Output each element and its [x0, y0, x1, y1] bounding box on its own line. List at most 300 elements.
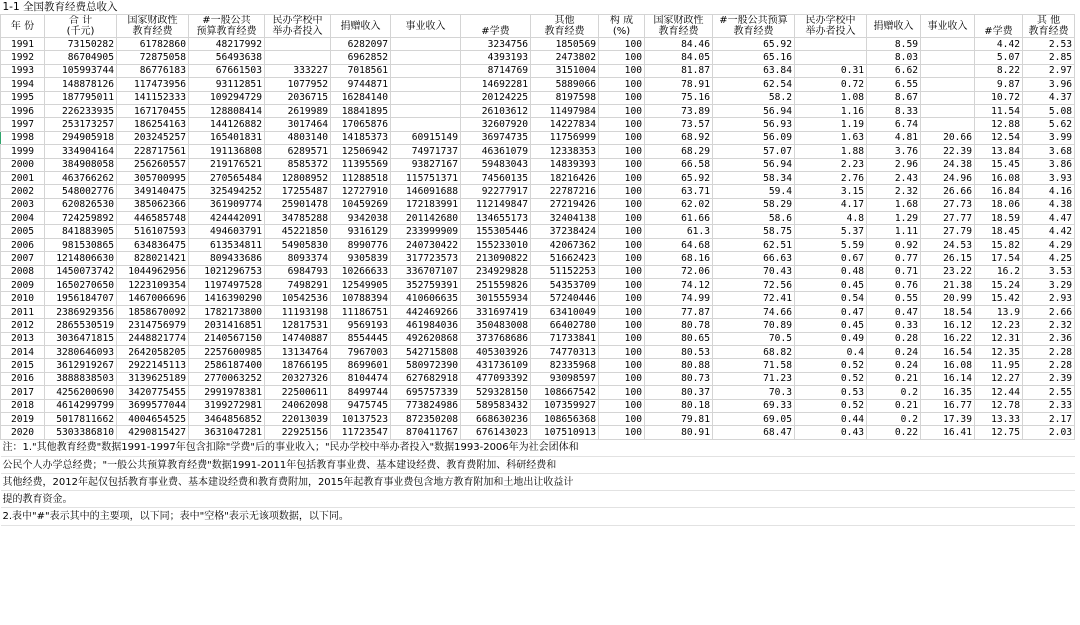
table-cell[interactable]: 16.08 — [921, 359, 975, 372]
table-cell[interactable]: 12.88 — [975, 118, 1023, 131]
table-cell[interactable]: 461984036 — [391, 319, 461, 332]
table-cell[interactable]: 384908058 — [45, 158, 117, 171]
table-cell[interactable]: 3.86 — [1023, 158, 1075, 171]
table-cell[interactable]: 100 — [599, 171, 645, 184]
table-cell[interactable]: 8197598 — [531, 91, 599, 104]
table-cell[interactable]: 7018561 — [331, 64, 391, 77]
table-cell[interactable]: 58.34 — [713, 171, 795, 184]
table-cell[interactable]: 828021421 — [117, 252, 189, 265]
table-cell[interactable]: 64.68 — [645, 238, 713, 251]
table-cell[interactable]: 32607920 — [461, 118, 531, 131]
table-cell[interactable]: 2.32 — [1023, 319, 1075, 332]
year-cell[interactable]: 2017 — [1, 386, 45, 399]
table-cell[interactable]: 66.58 — [645, 158, 713, 171]
table-cell[interactable]: 22500611 — [265, 386, 331, 399]
table-cell[interactable]: 22925156 — [265, 426, 331, 439]
table-cell[interactable]: 65.92 — [713, 38, 795, 51]
table-cell[interactable]: 3.53 — [1023, 265, 1075, 278]
table-cell[interactable]: 36974735 — [461, 131, 531, 144]
table-cell[interactable]: 2.39 — [1023, 372, 1075, 385]
table-cell[interactable]: 4.37 — [1023, 91, 1075, 104]
header-pct-tuition[interactable]: #学费 — [975, 15, 1023, 38]
table-cell[interactable]: 100 — [599, 332, 645, 345]
table-cell[interactable]: 14185373 — [331, 131, 391, 144]
table-cell[interactable]: 108667542 — [531, 386, 599, 399]
header-pct-business[interactable]: 事业收入 — [921, 15, 975, 38]
table-cell[interactable]: 27.79 — [921, 225, 975, 238]
table-cell[interactable]: 16.14 — [921, 372, 975, 385]
table-cell[interactable]: 51662423 — [531, 252, 599, 265]
table-cell[interactable]: 15.45 — [975, 158, 1023, 171]
table-cell[interactable]: 0.28 — [867, 332, 921, 345]
table-cell[interactable]: 3.68 — [1023, 145, 1075, 158]
table-cell[interactable]: 2922145113 — [117, 359, 189, 372]
table-cell[interactable]: 71733841 — [531, 332, 599, 345]
table-cell[interactable]: 0.24 — [867, 345, 921, 358]
table-cell[interactable]: 6.62 — [867, 64, 921, 77]
table-cell[interactable]: 8.59 — [867, 38, 921, 51]
header-private-school[interactable]: 民办学校中 举办者投入 — [265, 15, 331, 38]
year-cell[interactable]: 1999 — [1, 145, 45, 158]
table-cell[interactable] — [391, 118, 461, 131]
table-cell[interactable]: 57240446 — [531, 292, 599, 305]
table-cell[interactable]: 45221850 — [265, 225, 331, 238]
table-cell[interactable]: 613534811 — [189, 238, 265, 251]
year-cell[interactable]: 2005 — [1, 225, 45, 238]
table-cell[interactable]: 0.67 — [795, 252, 867, 265]
table-cell[interactable]: 8.67 — [867, 91, 921, 104]
year-cell[interactable]: 2019 — [1, 412, 45, 425]
year-cell[interactable]: 1992 — [1, 51, 45, 64]
table-cell[interactable]: 15.42 — [975, 292, 1023, 305]
note-text[interactable]: 其他经费，2012年起仅包括教育事业费、基本建设经费和教育费附加，2015年起教育事业费包含地方教育附加和土地出让收益计 — [1, 474, 1075, 491]
year-cell[interactable]: 2014 — [1, 345, 45, 358]
table-cell[interactable]: 405303926 — [461, 345, 531, 358]
table-cell[interactable]: 17255487 — [265, 185, 331, 198]
table-cell[interactable] — [391, 91, 461, 104]
table-cell[interactable]: 18.06 — [975, 198, 1023, 211]
table-cell[interactable]: 93827167 — [391, 158, 461, 171]
table-cell[interactable]: 17065876 — [331, 118, 391, 131]
table-cell[interactable]: 12549905 — [331, 279, 391, 292]
table-cell[interactable]: 61782860 — [117, 38, 189, 51]
table-cell[interactable]: 2.23 — [795, 158, 867, 171]
table-cell[interactable]: 2314756979 — [117, 319, 189, 332]
table-cell[interactable]: 2.28 — [1023, 345, 1075, 358]
table-cell[interactable]: 74560135 — [461, 171, 531, 184]
table-cell[interactable]: 72.56 — [713, 279, 795, 292]
table-cell[interactable]: 62.54 — [713, 78, 795, 91]
table-cell[interactable]: 16.54 — [921, 345, 975, 358]
table-cell[interactable]: 17.39 — [921, 412, 975, 425]
table-cell[interactable]: 12.54 — [975, 131, 1023, 144]
table-cell[interactable]: 22787216 — [531, 185, 599, 198]
table-cell[interactable]: 16284140 — [331, 91, 391, 104]
table-cell[interactable]: 492620868 — [391, 332, 461, 345]
year-cell[interactable]: 2012 — [1, 319, 45, 332]
table-cell[interactable]: 4256200690 — [45, 386, 117, 399]
year-cell[interactable]: 2003 — [1, 198, 45, 211]
table-cell[interactable]: 69.33 — [713, 399, 795, 412]
table-cell[interactable]: 100 — [599, 386, 645, 399]
table-cell[interactable]: 74.66 — [713, 305, 795, 318]
header-public-budget[interactable]: #一般公共 预算教育经费 — [189, 15, 265, 38]
table-cell[interactable]: 100 — [599, 51, 645, 64]
table-cell[interactable]: 3.29 — [1023, 279, 1075, 292]
table-cell[interactable]: 21.38 — [921, 279, 975, 292]
table-cell[interactable]: 18.54 — [921, 305, 975, 318]
year-cell[interactable]: 2001 — [1, 171, 45, 184]
table-cell[interactable]: 256260557 — [117, 158, 189, 171]
table-cell[interactable]: 12338353 — [531, 145, 599, 158]
table-cell[interactable] — [921, 78, 975, 91]
table-cell[interactable]: 63.71 — [645, 185, 713, 198]
table-cell[interactable]: 0.33 — [867, 319, 921, 332]
table-cell[interactable]: 11395569 — [331, 158, 391, 171]
table-cell[interactable]: 11.54 — [975, 104, 1023, 117]
table-cell[interactable]: 186254163 — [117, 118, 189, 131]
table-cell[interactable]: 58.75 — [713, 225, 795, 238]
table-cell[interactable]: 2.43 — [867, 171, 921, 184]
table-cell[interactable]: 155305446 — [461, 225, 531, 238]
table-cell[interactable] — [265, 38, 331, 51]
table-cell[interactable]: 18.45 — [975, 225, 1023, 238]
table-cell[interactable]: 676143023 — [461, 426, 531, 439]
table-cell[interactable]: 4004654525 — [117, 412, 189, 425]
header-donation[interactable]: 捐赠收入 — [331, 15, 391, 38]
table-cell[interactable]: 68.82 — [713, 345, 795, 358]
table-cell[interactable]: 548002776 — [45, 185, 117, 198]
table-cell[interactable]: 219176521 — [189, 158, 265, 171]
table-cell[interactable]: 100 — [599, 292, 645, 305]
table-cell[interactable]: 7498291 — [265, 279, 331, 292]
table-cell[interactable]: 191136808 — [189, 145, 265, 158]
table-cell[interactable]: 1021296753 — [189, 265, 265, 278]
table-cell[interactable]: 71.58 — [713, 359, 795, 372]
table-cell[interactable] — [391, 64, 461, 77]
table-cell[interactable]: 3280646093 — [45, 345, 117, 358]
table-cell[interactable]: 352759391 — [391, 279, 461, 292]
table-cell[interactable]: 4.17 — [795, 198, 867, 211]
table-cell[interactable] — [921, 118, 975, 131]
table-cell[interactable]: 1.29 — [867, 212, 921, 225]
table-cell[interactable]: 0.52 — [795, 399, 867, 412]
table-cell[interactable]: 240730422 — [391, 238, 461, 251]
table-cell[interactable]: 146091688 — [391, 185, 461, 198]
table-cell[interactable]: 4803140 — [265, 131, 331, 144]
year-cell[interactable]: 2007 — [1, 252, 45, 265]
table-cell[interactable]: 724259892 — [45, 212, 117, 225]
table-cell[interactable]: 134655173 — [461, 212, 531, 225]
table-cell[interactable] — [391, 51, 461, 64]
header-tuition[interactable]: #学费 — [461, 15, 531, 38]
table-cell[interactable]: 8093374 — [265, 252, 331, 265]
table-cell[interactable]: 80.18 — [645, 399, 713, 412]
table-cell[interactable]: 68.92 — [645, 131, 713, 144]
table-cell[interactable]: 4.25 — [1023, 252, 1075, 265]
header-pct-public-budget[interactable]: #一般公共预算 教育经费 — [713, 15, 795, 38]
table-cell[interactable]: 100 — [599, 319, 645, 332]
table-cell[interactable]: 8585372 — [265, 158, 331, 171]
table-cell[interactable]: 0.47 — [867, 305, 921, 318]
table-cell[interactable]: 3199272981 — [189, 399, 265, 412]
table-cell[interactable]: 294905918 — [45, 131, 117, 144]
table-cell[interactable] — [795, 38, 867, 51]
note-text[interactable]: 2.表中"#"表示其中的主要项，以下同；表中"空格"表示无该项数据，以下同。 — [1, 508, 1075, 525]
table-cell[interactable]: 8699601 — [331, 359, 391, 372]
table-cell[interactable]: 20124225 — [461, 91, 531, 104]
table-cell[interactable]: 72875058 — [117, 51, 189, 64]
table-cell[interactable]: 8990776 — [331, 238, 391, 251]
table-cell[interactable]: 16.77 — [921, 399, 975, 412]
table-cell[interactable]: 65.92 — [645, 171, 713, 184]
table-cell[interactable]: 100 — [599, 158, 645, 171]
table-cell[interactable]: 2.03 — [1023, 426, 1075, 439]
table-cell[interactable]: 4290815427 — [117, 426, 189, 439]
table-cell[interactable]: 9744871 — [331, 78, 391, 91]
year-cell[interactable]: 1998 — [1, 131, 45, 144]
table-cell[interactable]: 51152253 — [531, 265, 599, 278]
table-cell[interactable]: 0.52 — [795, 359, 867, 372]
table-cell[interactable]: 12727910 — [331, 185, 391, 198]
header-pct-fiscal[interactable]: 国家财政性 教育经费 — [645, 15, 713, 38]
table-cell[interactable]: 8.22 — [975, 64, 1023, 77]
table-cell[interactable]: 325494252 — [189, 185, 265, 198]
table-cell[interactable]: 54905830 — [265, 238, 331, 251]
table-cell[interactable]: 4.38 — [1023, 198, 1075, 211]
table-cell[interactable]: 100 — [599, 212, 645, 225]
table-cell[interactable]: 27.77 — [921, 212, 975, 225]
year-cell[interactable]: 2004 — [1, 212, 45, 225]
table-cell[interactable]: 67661503 — [189, 64, 265, 77]
table-cell[interactable]: 1850569 — [531, 38, 599, 51]
table-cell[interactable]: 100 — [599, 145, 645, 158]
table-cell[interactable]: 589583432 — [461, 399, 531, 412]
table-cell[interactable]: 6962852 — [331, 51, 391, 64]
table-cell[interactable]: 0.4 — [795, 345, 867, 358]
table-cell[interactable]: 270565484 — [189, 171, 265, 184]
table-cell[interactable]: 108656368 — [531, 412, 599, 425]
table-cell[interactable]: 234929828 — [461, 265, 531, 278]
table-cell[interactable]: 634836475 — [117, 238, 189, 251]
table-cell[interactable]: 3464856852 — [189, 412, 265, 425]
table-cell[interactable]: 1223109354 — [117, 279, 189, 292]
year-cell[interactable]: 1991 — [1, 38, 45, 51]
table-cell[interactable]: 5.37 — [795, 225, 867, 238]
table-cell[interactable]: 8.03 — [867, 51, 921, 64]
table-cell[interactable]: 201142680 — [391, 212, 461, 225]
year-cell[interactable]: 1993 — [1, 64, 45, 77]
year-cell[interactable]: 2018 — [1, 399, 45, 412]
table-cell[interactable]: 6289571 — [265, 145, 331, 158]
header-fiscal[interactable]: 国家财政性 教育经费 — [117, 15, 189, 38]
table-cell[interactable]: 2.55 — [1023, 386, 1075, 399]
table-cell[interactable]: 2.17 — [1023, 412, 1075, 425]
table-cell[interactable]: 11756999 — [531, 131, 599, 144]
table-cell[interactable]: 2448821774 — [117, 332, 189, 345]
table-cell[interactable]: 100 — [599, 372, 645, 385]
table-cell[interactable]: 542715808 — [391, 345, 461, 358]
header-pct-donation[interactable]: 捐赠收入 — [867, 15, 921, 38]
table-cell[interactable] — [921, 64, 975, 77]
table-cell[interactable]: 2.53 — [1023, 38, 1075, 51]
table-cell[interactable]: 11193198 — [265, 305, 331, 318]
table-cell[interactable]: 424442091 — [189, 212, 265, 225]
table-cell[interactable]: 107359927 — [531, 399, 599, 412]
year-cell[interactable]: 2020 — [1, 426, 45, 439]
table-cell[interactable]: 26.15 — [921, 252, 975, 265]
table-cell[interactable]: 1.88 — [795, 145, 867, 158]
table-cell[interactable]: 68.47 — [713, 426, 795, 439]
table-cell[interactable]: 112149847 — [461, 198, 531, 211]
table-cell[interactable]: 12.23 — [975, 319, 1023, 332]
table-cell[interactable]: 1782173800 — [189, 305, 265, 318]
table-cell[interactable]: 10788394 — [331, 292, 391, 305]
table-cell[interactable]: 22.39 — [921, 145, 975, 158]
table-cell[interactable]: 34785288 — [265, 212, 331, 225]
table-cell[interactable]: 73150282 — [45, 38, 117, 51]
table-cell[interactable]: 80.88 — [645, 359, 713, 372]
table-cell[interactable]: 71.23 — [713, 372, 795, 385]
table-cell[interactable]: 228717561 — [117, 145, 189, 158]
table-cell[interactable]: 4.81 — [867, 131, 921, 144]
table-cell[interactable]: 2991978381 — [189, 386, 265, 399]
year-cell[interactable]: 2002 — [1, 185, 45, 198]
table-cell[interactable]: 100 — [599, 238, 645, 251]
table-cell[interactable]: 2619989 — [265, 104, 331, 117]
table-cell[interactable]: 0.71 — [867, 265, 921, 278]
table-cell[interactable]: 100 — [599, 252, 645, 265]
table-cell[interactable]: 54353709 — [531, 279, 599, 292]
table-cell[interactable]: 80.78 — [645, 319, 713, 332]
table-cell[interactable]: 361909774 — [189, 198, 265, 211]
table-cell[interactable]: 1044962956 — [117, 265, 189, 278]
table-cell[interactable]: 37238424 — [531, 225, 599, 238]
table-cell[interactable]: 3.93 — [1023, 171, 1075, 184]
table-cell[interactable]: 0.2 — [867, 386, 921, 399]
table-cell[interactable]: 100 — [599, 38, 645, 51]
table-cell[interactable]: 4614299799 — [45, 399, 117, 412]
table-cell[interactable]: 61.66 — [645, 212, 713, 225]
table-cell[interactable]: 68.16 — [645, 252, 713, 265]
table-cell[interactable]: 17.54 — [975, 252, 1023, 265]
table-cell[interactable]: 3139625189 — [117, 372, 189, 385]
table-cell[interactable]: 1450073742 — [45, 265, 117, 278]
table-cell[interactable]: 70.3 — [713, 386, 795, 399]
table-cell[interactable] — [921, 38, 975, 51]
table-cell[interactable]: 1416390290 — [189, 292, 265, 305]
table-cell[interactable]: 100 — [599, 279, 645, 292]
table-cell[interactable]: 187795011 — [45, 91, 117, 104]
table-cell[interactable]: 82335968 — [531, 359, 599, 372]
table-cell[interactable]: 11.95 — [975, 359, 1023, 372]
table-cell[interactable]: 14692281 — [461, 78, 531, 91]
table-cell[interactable]: 10459269 — [331, 198, 391, 211]
table-cell[interactable]: 841883905 — [45, 225, 117, 238]
table-cell[interactable]: 8714769 — [461, 64, 531, 77]
table-cell[interactable]: 100 — [599, 198, 645, 211]
table-cell[interactable]: 27.73 — [921, 198, 975, 211]
year-cell[interactable]: 2009 — [1, 279, 45, 292]
table-cell[interactable]: 9316129 — [331, 225, 391, 238]
table-cell[interactable] — [921, 91, 975, 104]
table-cell[interactable]: 66.63 — [713, 252, 795, 265]
table-cell[interactable]: 26103612 — [461, 104, 531, 117]
table-cell[interactable]: 148878126 — [45, 78, 117, 91]
table-cell[interactable]: 18841895 — [331, 104, 391, 117]
year-cell[interactable]: 1997 — [1, 118, 45, 131]
table-cell[interactable]: 13.84 — [975, 145, 1023, 158]
table-cell[interactable]: 226233935 — [45, 104, 117, 117]
table-cell[interactable]: 100 — [599, 91, 645, 104]
table-cell[interactable]: 9305839 — [331, 252, 391, 265]
table-cell[interactable]: 62.02 — [645, 198, 713, 211]
note-text[interactable]: 提的教育资金。 — [1, 491, 1075, 508]
table-cell[interactable]: 0.72 — [795, 78, 867, 91]
table-cell[interactable]: 58.6 — [713, 212, 795, 225]
table-cell[interactable]: 3234756 — [461, 38, 531, 51]
table-cell[interactable]: 529328150 — [461, 386, 531, 399]
table-cell[interactable]: 0.49 — [795, 332, 867, 345]
table-cell[interactable]: 2586187400 — [189, 359, 265, 372]
table-cell[interactable]: 77.87 — [645, 305, 713, 318]
table-cell[interactable]: 80.65 — [645, 332, 713, 345]
table-cell[interactable]: 4.47 — [1023, 212, 1075, 225]
table-cell[interactable]: 15.82 — [975, 238, 1023, 251]
table-cell[interactable]: 20.66 — [921, 131, 975, 144]
table-cell[interactable]: 8.33 — [867, 104, 921, 117]
table-cell[interactable]: 2386929356 — [45, 305, 117, 318]
year-cell[interactable]: 2013 — [1, 332, 45, 345]
table-cell[interactable]: 0.52 — [795, 372, 867, 385]
table-cell[interactable]: 16.08 — [975, 171, 1023, 184]
table-cell[interactable]: 463766262 — [45, 171, 117, 184]
table-cell[interactable]: 100 — [599, 305, 645, 318]
table-cell[interactable]: 203245257 — [117, 131, 189, 144]
table-cell[interactable]: 74971737 — [391, 145, 461, 158]
table-cell[interactable]: 4.8 — [795, 212, 867, 225]
table-cell[interactable]: 9342038 — [331, 212, 391, 225]
table-cell[interactable]: 100 — [599, 225, 645, 238]
year-cell[interactable]: 2010 — [1, 292, 45, 305]
table-cell[interactable]: 2.76 — [795, 171, 867, 184]
table-cell[interactable]: 12.75 — [975, 426, 1023, 439]
table-cell[interactable]: 3017464 — [265, 118, 331, 131]
table-cell[interactable]: 2.32 — [867, 185, 921, 198]
table-cell[interactable]: 4.29 — [1023, 238, 1075, 251]
table-cell[interactable]: 2.93 — [1023, 292, 1075, 305]
table-cell[interactable]: 93098597 — [531, 372, 599, 385]
table-cell[interactable]: 3631047281 — [189, 426, 265, 439]
table-cell[interactable]: 58.29 — [713, 198, 795, 211]
table-cell[interactable]: 56.94 — [713, 158, 795, 171]
table-cell[interactable]: 9.87 — [975, 78, 1023, 91]
table-cell[interactable]: 24.53 — [921, 238, 975, 251]
table-cell[interactable]: 349140475 — [117, 185, 189, 198]
table-cell[interactable]: 68.29 — [645, 145, 713, 158]
table-cell[interactable]: 3699577044 — [117, 399, 189, 412]
table-cell[interactable]: 1956184707 — [45, 292, 117, 305]
table-cell[interactable]: 2865530519 — [45, 319, 117, 332]
table-cell[interactable]: 1.63 — [795, 131, 867, 144]
table-cell[interactable]: 165401831 — [189, 131, 265, 144]
table-cell[interactable]: 56493638 — [189, 51, 265, 64]
table-cell[interactable]: 84.46 — [645, 38, 713, 51]
table-cell[interactable]: 56.94 — [713, 104, 795, 117]
table-cell[interactable]: 79.81 — [645, 412, 713, 425]
table-cell[interactable]: 11497984 — [531, 104, 599, 117]
table-cell[interactable]: 8499744 — [331, 386, 391, 399]
